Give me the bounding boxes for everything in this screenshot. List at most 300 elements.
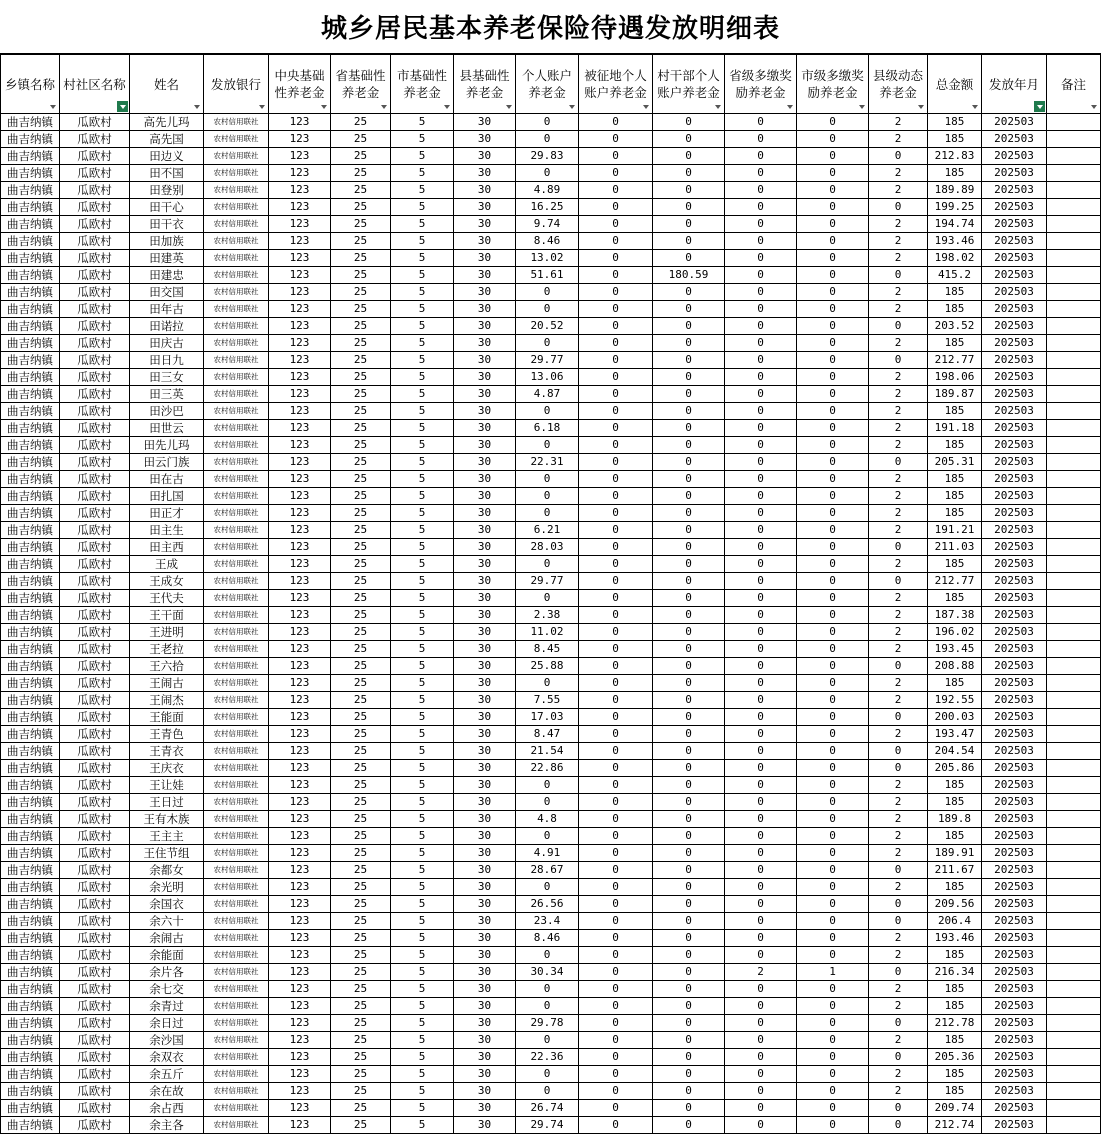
cell-remarks[interactable] [1047, 505, 1101, 522]
cell-city-basic-pension[interactable]: 5 [391, 675, 454, 692]
cell-total-amount[interactable]: 185 [928, 488, 982, 505]
cell-provincial-bonus-pension[interactable]: 0 [725, 590, 797, 607]
cell-provincial-bonus-pension[interactable]: 0 [725, 692, 797, 709]
cell-county-basic-pension[interactable]: 30 [454, 114, 516, 131]
cell-land-expropriated-pension[interactable]: 0 [579, 590, 653, 607]
cell-village-cadre-pension[interactable]: 0 [653, 1066, 725, 1083]
cell-central-basic-pension[interactable]: 123 [269, 743, 331, 760]
cell-total-amount[interactable]: 212.77 [928, 352, 982, 369]
cell-land-expropriated-pension[interactable]: 0 [579, 930, 653, 947]
cell-bank[interactable]: 农村信用联社 [204, 335, 269, 352]
cell-county-dynamic-pension[interactable]: 2 [869, 233, 928, 250]
cell-total-amount[interactable]: 185 [928, 590, 982, 607]
cell-village-name[interactable]: 瓜欧村 [60, 794, 130, 811]
cell-total-amount[interactable]: 191.18 [928, 420, 982, 437]
cell-payment-month[interactable]: 202503 [982, 930, 1047, 947]
cell-person-name[interactable]: 王庆衣 [130, 760, 204, 777]
cell-county-basic-pension[interactable]: 30 [454, 913, 516, 930]
cell-land-expropriated-pension[interactable]: 0 [579, 1032, 653, 1049]
cell-total-amount[interactable]: 185 [928, 1083, 982, 1100]
cell-central-basic-pension[interactable]: 123 [269, 879, 331, 896]
cell-payment-month[interactable]: 202503 [982, 420, 1047, 437]
cell-provincial-bonus-pension[interactable]: 0 [725, 930, 797, 947]
cell-county-dynamic-pension[interactable]: 0 [869, 1100, 928, 1117]
cell-person-name[interactable]: 田年古 [130, 301, 204, 318]
cell-city-bonus-pension[interactable]: 0 [797, 335, 869, 352]
cell-payment-month[interactable]: 202503 [982, 607, 1047, 624]
cell-provincial-basic-pension[interactable]: 25 [331, 930, 391, 947]
cell-village-name[interactable]: 瓜欧村 [60, 131, 130, 148]
cell-personal-account-pension[interactable]: 26.74 [516, 1100, 579, 1117]
cell-personal-account-pension[interactable]: 22.31 [516, 454, 579, 471]
cell-county-basic-pension[interactable]: 30 [454, 828, 516, 845]
cell-provincial-basic-pension[interactable]: 25 [331, 1083, 391, 1100]
cell-village-name[interactable]: 瓜欧村 [60, 1066, 130, 1083]
cell-town-name[interactable]: 曲吉纳镇 [1, 692, 60, 709]
cell-personal-account-pension[interactable]: 16.25 [516, 199, 579, 216]
cell-city-bonus-pension[interactable]: 0 [797, 386, 869, 403]
cell-bank[interactable]: 农村信用联社 [204, 743, 269, 760]
cell-city-bonus-pension[interactable]: 0 [797, 505, 869, 522]
cell-village-name[interactable]: 瓜欧村 [60, 284, 130, 301]
cell-county-dynamic-pension[interactable]: 2 [869, 114, 928, 131]
cell-county-basic-pension[interactable]: 30 [454, 437, 516, 454]
cell-county-dynamic-pension[interactable]: 2 [869, 182, 928, 199]
cell-county-dynamic-pension[interactable]: 2 [869, 692, 928, 709]
cell-land-expropriated-pension[interactable]: 0 [579, 794, 653, 811]
cell-city-bonus-pension[interactable]: 0 [797, 471, 869, 488]
cell-county-dynamic-pension[interactable]: 0 [869, 964, 928, 981]
cell-central-basic-pension[interactable]: 123 [269, 437, 331, 454]
cell-provincial-basic-pension[interactable]: 25 [331, 879, 391, 896]
cell-provincial-basic-pension[interactable]: 25 [331, 913, 391, 930]
cell-bank[interactable]: 农村信用联社 [204, 403, 269, 420]
cell-provincial-bonus-pension[interactable]: 0 [725, 148, 797, 165]
cell-land-expropriated-pension[interactable]: 0 [579, 1100, 653, 1117]
cell-county-basic-pension[interactable]: 30 [454, 964, 516, 981]
cell-total-amount[interactable]: 216.34 [928, 964, 982, 981]
cell-village-cadre-pension[interactable]: 0 [653, 709, 725, 726]
cell-person-name[interactable]: 余沙国 [130, 1032, 204, 1049]
cell-person-name[interactable]: 王住节组 [130, 845, 204, 862]
cell-land-expropriated-pension[interactable]: 0 [579, 284, 653, 301]
cell-provincial-basic-pension[interactable]: 25 [331, 794, 391, 811]
cell-provincial-basic-pension[interactable]: 25 [331, 811, 391, 828]
cell-personal-account-pension[interactable]: 4.87 [516, 386, 579, 403]
cell-county-basic-pension[interactable]: 30 [454, 573, 516, 590]
cell-city-basic-pension[interactable]: 5 [391, 403, 454, 420]
cell-village-cadre-pension[interactable]: 0 [653, 556, 725, 573]
cell-remarks[interactable] [1047, 216, 1101, 233]
cell-county-dynamic-pension[interactable]: 2 [869, 726, 928, 743]
cell-provincial-basic-pension[interactable]: 25 [331, 981, 391, 998]
cell-remarks[interactable] [1047, 658, 1101, 675]
cell-provincial-bonus-pension[interactable]: 0 [725, 250, 797, 267]
cell-payment-month[interactable]: 202503 [982, 233, 1047, 250]
cell-village-name[interactable]: 瓜欧村 [60, 216, 130, 233]
cell-personal-account-pension[interactable]: 0 [516, 488, 579, 505]
cell-total-amount[interactable]: 185 [928, 131, 982, 148]
cell-total-amount[interactable]: 185 [928, 1032, 982, 1049]
cell-city-bonus-pension[interactable]: 0 [797, 318, 869, 335]
cell-payment-month[interactable]: 202503 [982, 505, 1047, 522]
cell-personal-account-pension[interactable]: 20.52 [516, 318, 579, 335]
cell-bank[interactable]: 农村信用联社 [204, 318, 269, 335]
cell-village-cadre-pension[interactable]: 0 [653, 896, 725, 913]
cell-payment-month[interactable]: 202503 [982, 862, 1047, 879]
cell-town-name[interactable]: 曲吉纳镇 [1, 947, 60, 964]
cell-city-bonus-pension[interactable]: 0 [797, 301, 869, 318]
cell-town-name[interactable]: 曲吉纳镇 [1, 216, 60, 233]
cell-city-bonus-pension[interactable]: 0 [797, 845, 869, 862]
cell-remarks[interactable] [1047, 182, 1101, 199]
cell-land-expropriated-pension[interactable]: 0 [579, 964, 653, 981]
cell-town-name[interactable]: 曲吉纳镇 [1, 760, 60, 777]
cell-bank[interactable]: 农村信用联社 [204, 607, 269, 624]
cell-village-cadre-pension[interactable]: 0 [653, 131, 725, 148]
cell-central-basic-pension[interactable]: 123 [269, 981, 331, 998]
cell-bank[interactable]: 农村信用联社 [204, 420, 269, 437]
cell-county-basic-pension[interactable]: 30 [454, 522, 516, 539]
cell-land-expropriated-pension[interactable]: 0 [579, 131, 653, 148]
cell-county-basic-pension[interactable]: 30 [454, 182, 516, 199]
cell-personal-account-pension[interactable]: 29.83 [516, 148, 579, 165]
cell-central-basic-pension[interactable]: 123 [269, 403, 331, 420]
cell-county-basic-pension[interactable]: 30 [454, 709, 516, 726]
cell-town-name[interactable]: 曲吉纳镇 [1, 777, 60, 794]
cell-county-basic-pension[interactable]: 30 [454, 845, 516, 862]
cell-person-name[interactable]: 王青衣 [130, 743, 204, 760]
cell-land-expropriated-pension[interactable]: 0 [579, 947, 653, 964]
cell-provincial-bonus-pension[interactable]: 0 [725, 437, 797, 454]
cell-person-name[interactable]: 田登别 [130, 182, 204, 199]
cell-provincial-basic-pension[interactable]: 25 [331, 1066, 391, 1083]
cell-provincial-basic-pension[interactable]: 25 [331, 777, 391, 794]
cell-total-amount[interactable]: 185 [928, 794, 982, 811]
cell-total-amount[interactable]: 200.03 [928, 709, 982, 726]
cell-village-cadre-pension[interactable]: 0 [653, 539, 725, 556]
cell-city-bonus-pension[interactable]: 0 [797, 522, 869, 539]
cell-land-expropriated-pension[interactable]: 0 [579, 471, 653, 488]
cell-total-amount[interactable]: 185 [928, 981, 982, 998]
cell-bank[interactable]: 农村信用联社 [204, 182, 269, 199]
cell-payment-month[interactable]: 202503 [982, 794, 1047, 811]
cell-village-name[interactable]: 瓜欧村 [60, 233, 130, 250]
cell-county-basic-pension[interactable]: 30 [454, 318, 516, 335]
cell-county-basic-pension[interactable]: 30 [454, 658, 516, 675]
cell-total-amount[interactable]: 203.52 [928, 318, 982, 335]
cell-central-basic-pension[interactable]: 123 [269, 335, 331, 352]
cell-city-basic-pension[interactable]: 5 [391, 743, 454, 760]
cell-personal-account-pension[interactable]: 26.56 [516, 896, 579, 913]
cell-central-basic-pension[interactable]: 123 [269, 369, 331, 386]
cell-personal-account-pension[interactable]: 29.77 [516, 352, 579, 369]
cell-person-name[interactable]: 余都女 [130, 862, 204, 879]
cell-provincial-basic-pension[interactable]: 25 [331, 964, 391, 981]
cell-city-bonus-pension[interactable]: 0 [797, 607, 869, 624]
cell-remarks[interactable] [1047, 403, 1101, 420]
cell-city-basic-pension[interactable]: 5 [391, 794, 454, 811]
cell-county-dynamic-pension[interactable]: 2 [869, 301, 928, 318]
cell-city-bonus-pension[interactable]: 0 [797, 131, 869, 148]
cell-city-bonus-pension[interactable]: 0 [797, 250, 869, 267]
cell-county-dynamic-pension[interactable]: 0 [869, 1049, 928, 1066]
cell-city-bonus-pension[interactable]: 0 [797, 1032, 869, 1049]
cell-person-name[interactable]: 田加族 [130, 233, 204, 250]
cell-land-expropriated-pension[interactable]: 0 [579, 811, 653, 828]
cell-village-name[interactable]: 瓜欧村 [60, 488, 130, 505]
cell-city-bonus-pension[interactable]: 0 [797, 947, 869, 964]
cell-village-cadre-pension[interactable]: 0 [653, 1100, 725, 1117]
cell-payment-month[interactable]: 202503 [982, 658, 1047, 675]
cell-city-bonus-pension[interactable]: 0 [797, 556, 869, 573]
filter-dropdown-icon[interactable] [441, 101, 452, 112]
cell-person-name[interactable]: 田在古 [130, 471, 204, 488]
cell-personal-account-pension[interactable]: 0 [516, 947, 579, 964]
cell-village-name[interactable]: 瓜欧村 [60, 505, 130, 522]
cell-provincial-bonus-pension[interactable]: 0 [725, 845, 797, 862]
cell-person-name[interactable]: 王有木族 [130, 811, 204, 828]
cell-city-bonus-pension[interactable]: 0 [797, 284, 869, 301]
cell-provincial-basic-pension[interactable]: 25 [331, 675, 391, 692]
cell-county-dynamic-pension[interactable]: 2 [869, 947, 928, 964]
cell-payment-month[interactable]: 202503 [982, 845, 1047, 862]
cell-remarks[interactable] [1047, 1117, 1101, 1134]
cell-city-bonus-pension[interactable]: 0 [797, 828, 869, 845]
cell-central-basic-pension[interactable]: 123 [269, 641, 331, 658]
cell-provincial-bonus-pension[interactable]: 0 [725, 981, 797, 998]
cell-provincial-basic-pension[interactable]: 25 [331, 573, 391, 590]
cell-total-amount[interactable]: 209.74 [928, 1100, 982, 1117]
cell-payment-month[interactable]: 202503 [982, 267, 1047, 284]
cell-town-name[interactable]: 曲吉纳镇 [1, 1083, 60, 1100]
cell-county-dynamic-pension[interactable]: 0 [869, 573, 928, 590]
cell-village-name[interactable]: 瓜欧村 [60, 522, 130, 539]
cell-bank[interactable]: 农村信用联社 [204, 726, 269, 743]
cell-personal-account-pension[interactable]: 22.36 [516, 1049, 579, 1066]
cell-county-basic-pension[interactable]: 30 [454, 352, 516, 369]
cell-payment-month[interactable]: 202503 [982, 403, 1047, 420]
cell-central-basic-pension[interactable]: 123 [269, 539, 331, 556]
cell-provincial-bonus-pension[interactable]: 0 [725, 947, 797, 964]
cell-total-amount[interactable]: 212.77 [928, 573, 982, 590]
cell-village-cadre-pension[interactable]: 0 [653, 930, 725, 947]
cell-county-basic-pension[interactable]: 30 [454, 556, 516, 573]
cell-city-basic-pension[interactable]: 5 [391, 760, 454, 777]
cell-village-name[interactable]: 瓜欧村 [60, 1100, 130, 1117]
cell-bank[interactable]: 农村信用联社 [204, 1100, 269, 1117]
cell-village-cadre-pension[interactable]: 0 [653, 471, 725, 488]
cell-provincial-bonus-pension[interactable]: 0 [725, 233, 797, 250]
cell-provincial-bonus-pension[interactable]: 0 [725, 811, 797, 828]
cell-provincial-bonus-pension[interactable]: 0 [725, 335, 797, 352]
cell-provincial-basic-pension[interactable]: 25 [331, 726, 391, 743]
cell-provincial-basic-pension[interactable]: 25 [331, 250, 391, 267]
cell-remarks[interactable] [1047, 318, 1101, 335]
cell-town-name[interactable]: 曲吉纳镇 [1, 131, 60, 148]
cell-provincial-bonus-pension[interactable]: 0 [725, 454, 797, 471]
cell-personal-account-pension[interactable]: 0 [516, 777, 579, 794]
cell-bank[interactable]: 农村信用联社 [204, 930, 269, 947]
cell-town-name[interactable]: 曲吉纳镇 [1, 590, 60, 607]
cell-provincial-basic-pension[interactable]: 25 [331, 862, 391, 879]
cell-county-basic-pension[interactable]: 30 [454, 471, 516, 488]
cell-village-cadre-pension[interactable]: 0 [653, 386, 725, 403]
cell-personal-account-pension[interactable]: 7.55 [516, 692, 579, 709]
cell-village-name[interactable]: 瓜欧村 [60, 726, 130, 743]
cell-total-amount[interactable]: 193.46 [928, 930, 982, 947]
cell-payment-month[interactable]: 202503 [982, 1066, 1047, 1083]
cell-city-bonus-pension[interactable]: 0 [797, 403, 869, 420]
cell-central-basic-pension[interactable]: 123 [269, 692, 331, 709]
cell-person-name[interactable]: 王让娃 [130, 777, 204, 794]
cell-town-name[interactable]: 曲吉纳镇 [1, 284, 60, 301]
cell-provincial-basic-pension[interactable]: 25 [331, 267, 391, 284]
filter-dropdown-icon[interactable] [503, 101, 514, 112]
cell-town-name[interactable]: 曲吉纳镇 [1, 522, 60, 539]
cell-village-name[interactable]: 瓜欧村 [60, 403, 130, 420]
cell-personal-account-pension[interactable]: 51.61 [516, 267, 579, 284]
filter-dropdown-icon[interactable] [915, 101, 926, 112]
cell-village-name[interactable]: 瓜欧村 [60, 998, 130, 1015]
cell-village-cadre-pension[interactable]: 0 [653, 1015, 725, 1032]
cell-city-basic-pension[interactable]: 5 [391, 369, 454, 386]
cell-remarks[interactable] [1047, 437, 1101, 454]
cell-provincial-basic-pension[interactable]: 25 [331, 369, 391, 386]
cell-county-basic-pension[interactable]: 30 [454, 505, 516, 522]
cell-central-basic-pension[interactable]: 123 [269, 794, 331, 811]
cell-city-basic-pension[interactable]: 5 [391, 811, 454, 828]
cell-person-name[interactable]: 高先儿玛 [130, 114, 204, 131]
cell-central-basic-pension[interactable]: 123 [269, 386, 331, 403]
cell-provincial-bonus-pension[interactable]: 0 [725, 1100, 797, 1117]
cell-total-amount[interactable]: 185 [928, 505, 982, 522]
cell-provincial-bonus-pension[interactable]: 0 [725, 896, 797, 913]
cell-provincial-bonus-pension[interactable]: 0 [725, 301, 797, 318]
cell-remarks[interactable] [1047, 114, 1101, 131]
cell-county-dynamic-pension[interactable]: 0 [869, 148, 928, 165]
cell-village-name[interactable]: 瓜欧村 [60, 386, 130, 403]
cell-land-expropriated-pension[interactable]: 0 [579, 352, 653, 369]
cell-county-basic-pension[interactable]: 30 [454, 386, 516, 403]
cell-provincial-basic-pension[interactable]: 25 [331, 828, 391, 845]
cell-payment-month[interactable]: 202503 [982, 590, 1047, 607]
cell-village-cadre-pension[interactable]: 0 [653, 947, 725, 964]
cell-bank[interactable]: 农村信用联社 [204, 233, 269, 250]
cell-provincial-bonus-pension[interactable]: 0 [725, 760, 797, 777]
cell-county-dynamic-pension[interactable]: 0 [869, 1117, 928, 1134]
cell-remarks[interactable] [1047, 760, 1101, 777]
cell-payment-month[interactable]: 202503 [982, 352, 1047, 369]
cell-bank[interactable]: 农村信用联社 [204, 1066, 269, 1083]
cell-personal-account-pension[interactable]: 13.02 [516, 250, 579, 267]
cell-remarks[interactable] [1047, 369, 1101, 386]
cell-county-basic-pension[interactable]: 30 [454, 777, 516, 794]
cell-provincial-basic-pension[interactable]: 25 [331, 760, 391, 777]
cell-remarks[interactable] [1047, 522, 1101, 539]
cell-city-bonus-pension[interactable]: 0 [797, 539, 869, 556]
cell-central-basic-pension[interactable]: 123 [269, 624, 331, 641]
cell-village-cadre-pension[interactable]: 0 [653, 590, 725, 607]
cell-bank[interactable]: 农村信用联社 [204, 624, 269, 641]
cell-city-bonus-pension[interactable]: 0 [797, 624, 869, 641]
cell-city-bonus-pension[interactable]: 0 [797, 148, 869, 165]
cell-personal-account-pension[interactable]: 29.77 [516, 573, 579, 590]
cell-provincial-bonus-pension[interactable]: 0 [725, 777, 797, 794]
cell-town-name[interactable]: 曲吉纳镇 [1, 556, 60, 573]
cell-payment-month[interactable]: 202503 [982, 199, 1047, 216]
cell-provincial-bonus-pension[interactable]: 0 [725, 352, 797, 369]
cell-village-cadre-pension[interactable]: 0 [653, 828, 725, 845]
cell-central-basic-pension[interactable]: 123 [269, 267, 331, 284]
cell-town-name[interactable]: 曲吉纳镇 [1, 488, 60, 505]
cell-county-basic-pension[interactable]: 30 [454, 590, 516, 607]
cell-county-dynamic-pension[interactable]: 2 [869, 828, 928, 845]
cell-payment-month[interactable]: 202503 [982, 454, 1047, 471]
cell-person-name[interactable]: 王成女 [130, 573, 204, 590]
cell-personal-account-pension[interactable]: 29.78 [516, 1015, 579, 1032]
cell-county-basic-pension[interactable]: 30 [454, 930, 516, 947]
cell-total-amount[interactable]: 185 [928, 471, 982, 488]
cell-city-basic-pension[interactable]: 5 [391, 1100, 454, 1117]
cell-personal-account-pension[interactable]: 17.03 [516, 709, 579, 726]
cell-person-name[interactable]: 余七交 [130, 981, 204, 998]
cell-village-cadre-pension[interactable]: 0 [653, 148, 725, 165]
cell-village-name[interactable]: 瓜欧村 [60, 114, 130, 131]
cell-land-expropriated-pension[interactable]: 0 [579, 845, 653, 862]
cell-person-name[interactable]: 余闹古 [130, 930, 204, 947]
cell-city-bonus-pension[interactable]: 0 [797, 488, 869, 505]
filter-dropdown-icon[interactable] [256, 101, 267, 112]
cell-town-name[interactable]: 曲吉纳镇 [1, 641, 60, 658]
cell-remarks[interactable] [1047, 811, 1101, 828]
cell-personal-account-pension[interactable]: 25.88 [516, 658, 579, 675]
cell-city-basic-pension[interactable]: 5 [391, 301, 454, 318]
cell-village-cadre-pension[interactable]: 0 [653, 726, 725, 743]
cell-city-bonus-pension[interactable]: 0 [797, 777, 869, 794]
cell-county-basic-pension[interactable]: 30 [454, 607, 516, 624]
cell-county-basic-pension[interactable]: 30 [454, 284, 516, 301]
cell-central-basic-pension[interactable]: 123 [269, 1083, 331, 1100]
cell-bank[interactable]: 农村信用联社 [204, 709, 269, 726]
cell-city-basic-pension[interactable]: 5 [391, 335, 454, 352]
cell-payment-month[interactable]: 202503 [982, 539, 1047, 556]
cell-county-dynamic-pension[interactable]: 2 [869, 131, 928, 148]
cell-total-amount[interactable]: 185 [928, 556, 982, 573]
cell-county-basic-pension[interactable]: 30 [454, 301, 516, 318]
cell-city-basic-pension[interactable]: 5 [391, 1032, 454, 1049]
cell-central-basic-pension[interactable]: 123 [269, 454, 331, 471]
cell-land-expropriated-pension[interactable]: 0 [579, 913, 653, 930]
cell-provincial-basic-pension[interactable]: 25 [331, 658, 391, 675]
cell-bank[interactable]: 农村信用联社 [204, 845, 269, 862]
cell-village-cadre-pension[interactable]: 0 [653, 794, 725, 811]
cell-total-amount[interactable]: 212.83 [928, 148, 982, 165]
cell-person-name[interactable]: 余占西 [130, 1100, 204, 1117]
cell-provincial-basic-pension[interactable]: 25 [331, 998, 391, 1015]
cell-payment-month[interactable]: 202503 [982, 250, 1047, 267]
cell-central-basic-pension[interactable]: 123 [269, 998, 331, 1015]
cell-bank[interactable]: 农村信用联社 [204, 488, 269, 505]
cell-central-basic-pension[interactable]: 123 [269, 352, 331, 369]
cell-payment-month[interactable]: 202503 [982, 964, 1047, 981]
cell-county-basic-pension[interactable]: 30 [454, 1117, 516, 1134]
cell-provincial-bonus-pension[interactable]: 0 [725, 420, 797, 437]
cell-bank[interactable]: 农村信用联社 [204, 573, 269, 590]
cell-city-basic-pension[interactable]: 5 [391, 1049, 454, 1066]
cell-land-expropriated-pension[interactable]: 0 [579, 607, 653, 624]
cell-remarks[interactable] [1047, 539, 1101, 556]
